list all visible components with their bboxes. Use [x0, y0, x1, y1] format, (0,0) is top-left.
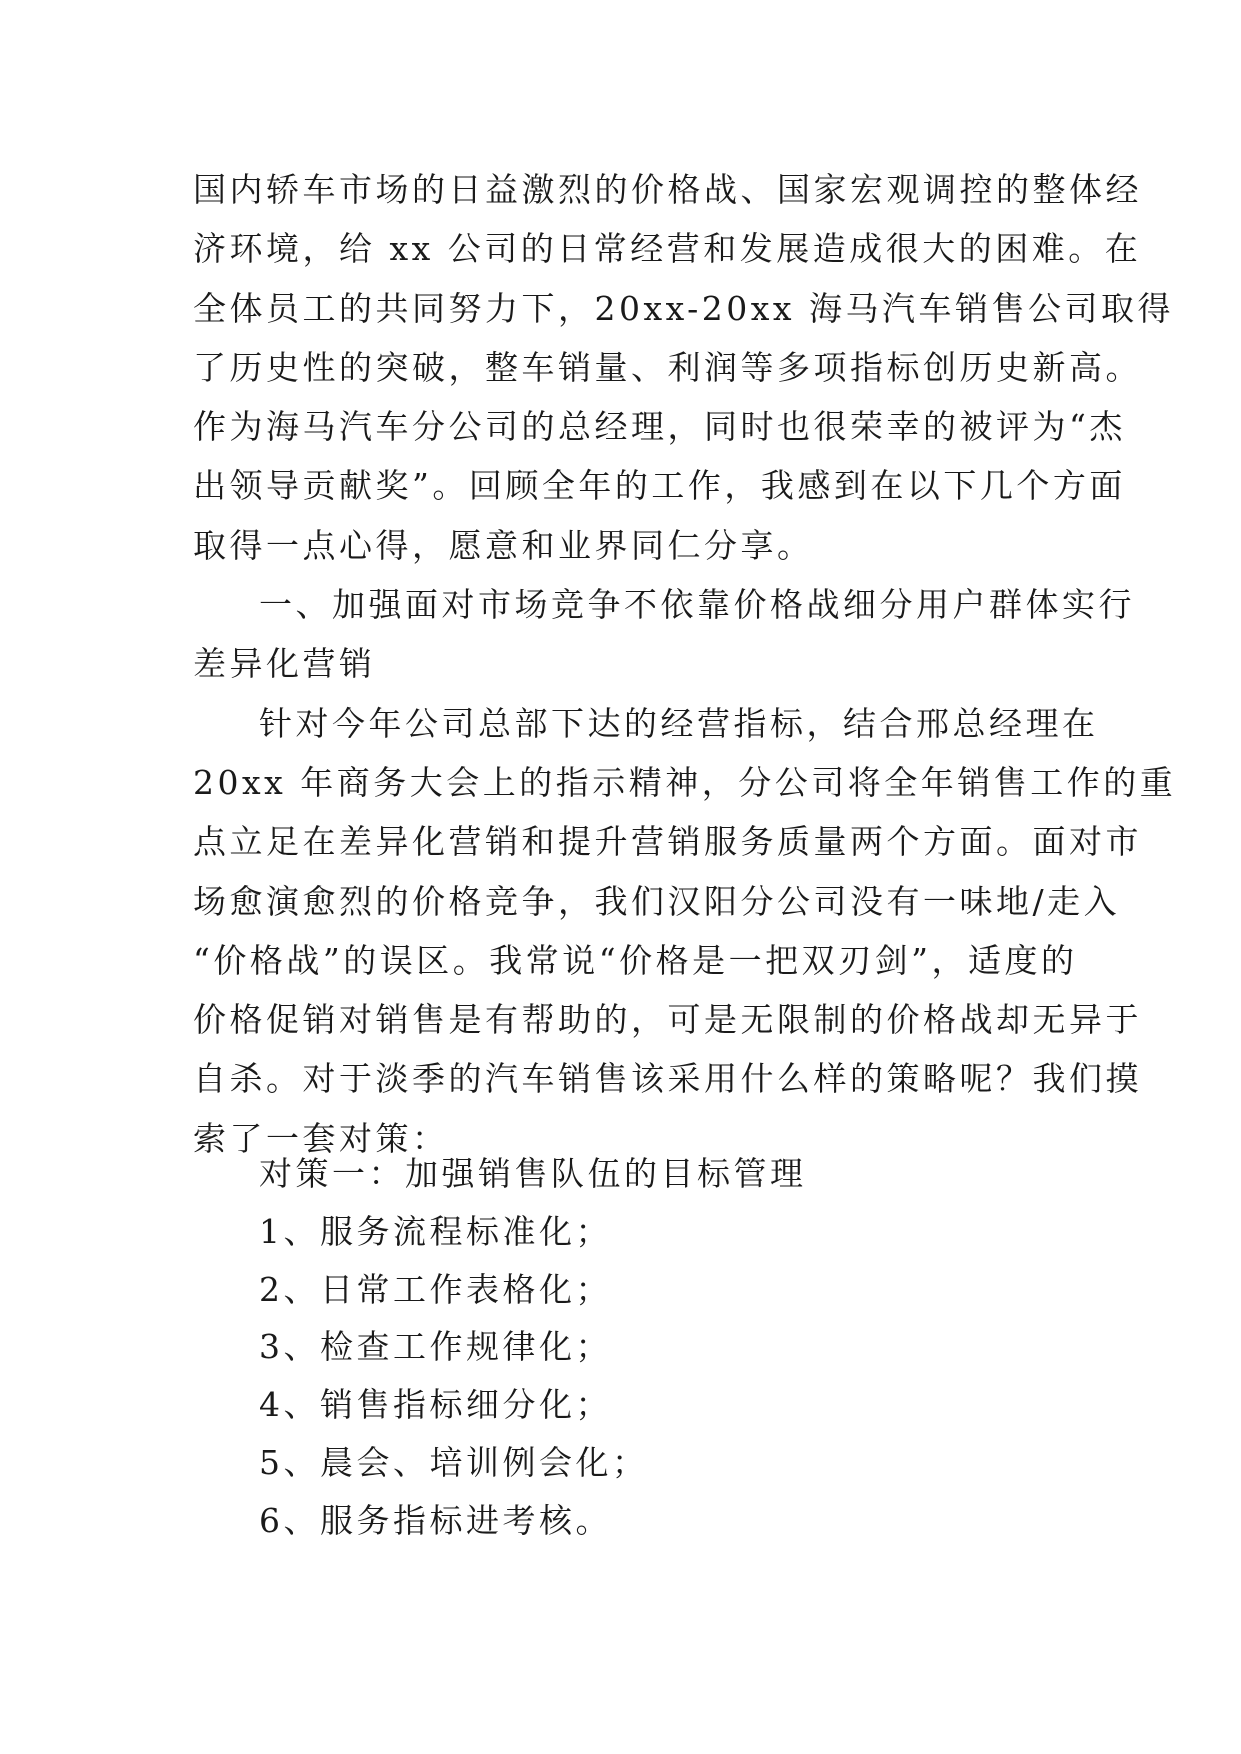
paragraph-line: 20xx 年商务大会上的指示精神，分公司将全年销售工作的重 — [193, 762, 1177, 802]
body-text — [193, 160, 1177, 1168]
paragraph-line: “价格战”的误区。我常说“价格是一把双刃剑”，适度的 — [193, 940, 1078, 980]
strategy-heading: 对策一：加强销售队伍的目标管理 — [259, 1154, 807, 1193]
list-item: 2、日常工作表格化； — [259, 1269, 612, 1309]
section-heading-line: 一、加强面对市场竞争不依靠价格战细分用户群体实行 — [259, 585, 1135, 625]
list-item: 3、检查工作规律化； — [259, 1327, 612, 1367]
paragraph-line: 价格促销对销售是有帮助的，可是无限制的价格战却无异于 — [193, 1000, 1142, 1040]
list-item: 1、服务流程标准化； — [259, 1211, 612, 1251]
section-heading-line: 差异化营销 — [193, 644, 376, 684]
paragraph-line: 索了一套对策： — [193, 1118, 449, 1158]
strategy-list — [193, 1145, 1053, 1550]
paragraph-line: 国内轿车市场的日益激烈的价格战、国家宏观调控的整体经 — [193, 170, 1142, 209]
paragraph-line: 场愈演愈烈的价格竞争，我们汉阳分公司没有一味地/走入 — [193, 881, 1121, 921]
paragraph-line: 取得一点心得，愿意和业界同仁分享。 — [193, 525, 814, 565]
paragraph-line: 自杀。对于淡季的汽车销售该采用什么样的策略呢？我们摸 — [193, 1059, 1142, 1099]
list-item: 5、晨会、培训例会化； — [259, 1442, 649, 1482]
paragraph-line: 作为海马汽车分公司的总经理，同时也很荣幸的被评为“杰 — [193, 407, 1126, 447]
list-item: 4、销售指标细分化； — [259, 1385, 612, 1425]
paragraph-line: 济环境，给 xx 公司的日常经营和发展造成很大的困难。在 — [193, 229, 1142, 269]
paragraph-line: 出领导贡献奖”。回顾全年的工作，我感到在以下几个方面 — [193, 466, 1126, 506]
paragraph-line: 针对今年公司总部下达的经营指标，结合邢总经理在 — [259, 703, 1099, 743]
paragraph-line: 点立足在差异化营销和提升营销服务质量两个方面。面对市 — [193, 822, 1142, 862]
paragraph-line: 了历史性的突破，整车销量、利润等多项指标创历史新高。 — [193, 347, 1142, 387]
list-item: 6、服务指标进考核。 — [259, 1500, 612, 1540]
paragraph-line: 全体员工的共同努力下，20xx-20xx 海马汽车销售公司取得 — [193, 288, 1174, 328]
